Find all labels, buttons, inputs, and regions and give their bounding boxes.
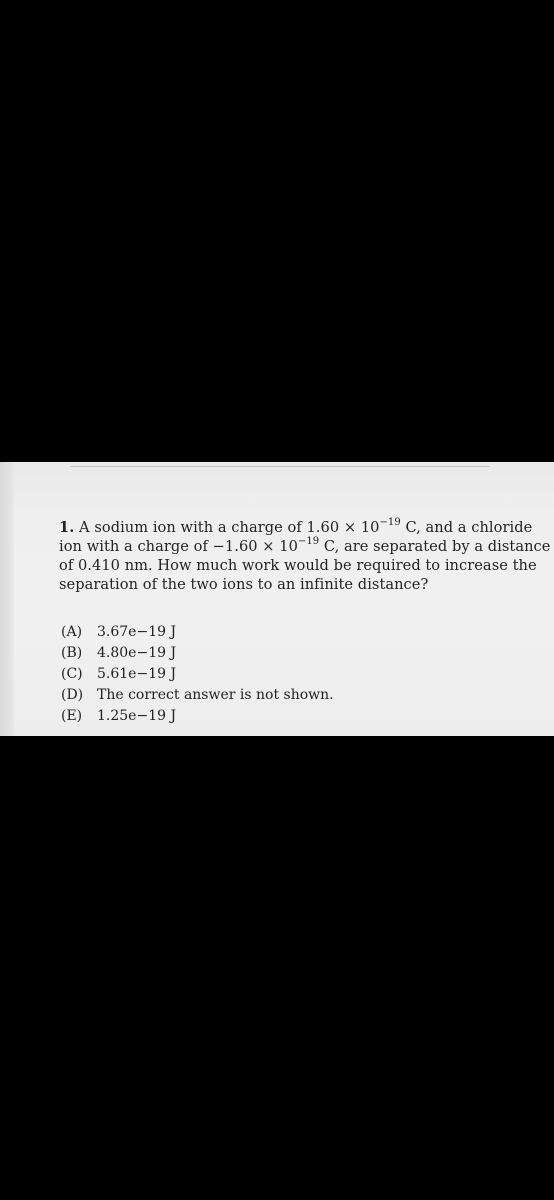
choice-a (61, 622, 334, 643)
choice-b-text: 4.80e−19 J (97, 645, 177, 661)
question-line-1 (59, 518, 554, 537)
choice-a-text: 3.67e−19 J (97, 624, 177, 640)
question-line-2 (59, 537, 554, 556)
header-rule (70, 466, 490, 467)
choice-b-letter: (B) (61, 645, 83, 661)
question-number: 1. (59, 519, 75, 536)
choice-e-text: 1.25e−19 J (97, 708, 177, 724)
choice-c (61, 664, 334, 685)
page-edge-shadow (0, 462, 14, 736)
choice-e (61, 706, 334, 727)
answer-choices (61, 622, 334, 727)
choice-d-text: The correct answer is not shown. (97, 687, 334, 703)
choice-c-letter: (C) (61, 666, 83, 682)
choice-e-letter: (E) (61, 708, 83, 724)
question-line-2-part-a: ion with a charge of −1.60 × 10 (59, 538, 298, 555)
choice-d-letter: (D) (61, 687, 84, 703)
choice-c-text: 5.61e−19 J (97, 666, 177, 682)
document-photo (0, 462, 554, 736)
question-line-4: separation of the two ions to an infinite distance? (59, 576, 429, 593)
exponent-1: −19 (379, 517, 401, 529)
choice-d (61, 685, 334, 706)
question-line-3: of 0.410 nm. How much work would be required to increase the (59, 557, 537, 574)
choice-b (61, 643, 334, 664)
question-line-1-part-b: C, and a chloride (400, 519, 533, 536)
question-line-1-part-a: A sodium ion with a charge of 1.60 × 10 (79, 519, 380, 536)
question-line-2-part-b: C, are separated by a distance (319, 538, 551, 555)
exponent-2: −19 (297, 536, 320, 548)
question-text (59, 518, 554, 594)
choice-a-letter: (A) (61, 624, 83, 640)
